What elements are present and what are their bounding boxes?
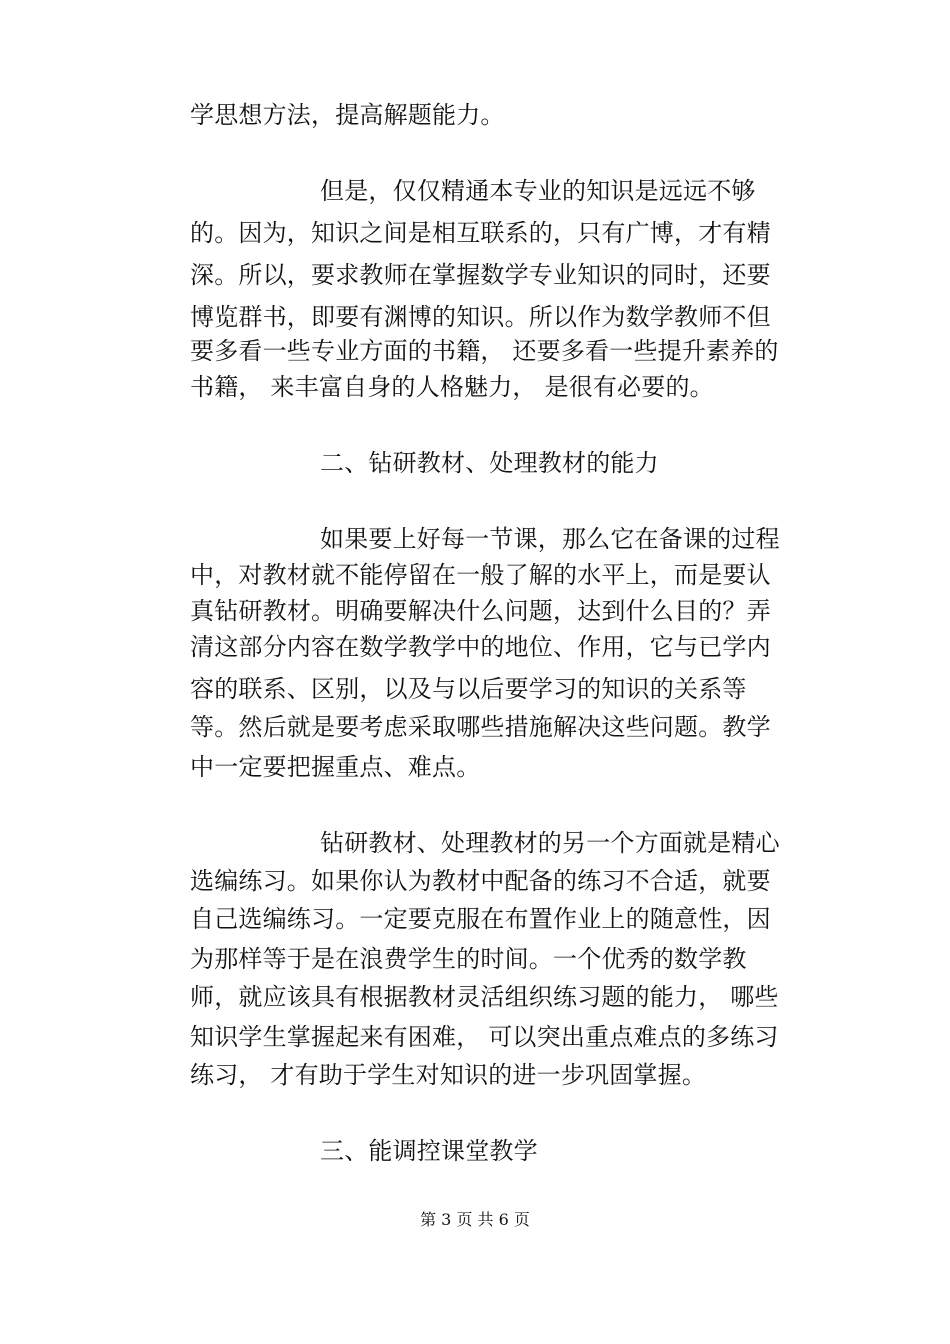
text-line: 真钻研教材。明确要解决什么问题，达到什么目的？弄	[190, 597, 771, 625]
paragraph-first-line: 但是，仅仅精通本专业的知识是远远不够	[320, 177, 756, 205]
text-line: 为那样等于是在浪费学生的时间。一个优秀的数学教	[190, 945, 747, 973]
text-line: 博览群书，即要有渊博的知识。所以作为数学教师不但	[190, 303, 771, 331]
text-line: 容的联系、区别，以及与以后要学习的知识的关系等	[190, 675, 747, 703]
text-line: 练习， 才有助于学生对知识的进一步巩固掌握。	[190, 1061, 707, 1089]
text-line: 的。因为，知识之间是相互联系的，只有广博，才有精	[190, 219, 771, 247]
section-heading: 二、钻研教材、处理教材的能力	[320, 449, 659, 477]
text-line: 知识学生掌握起来有困难， 可以突出重点难点的多练习	[190, 1023, 779, 1051]
text-line: 师，就应该具有根据教材灵活组织练习题的能力， 哪些	[190, 983, 779, 1011]
text-line: 等。然后就是要考虑采取哪些措施解决这些问题。教学	[190, 713, 771, 741]
text-line: 学思想方法，提高解题能力。	[190, 101, 505, 129]
paragraph-first-line: 钻研教材、处理教材的另一个方面就是精心	[320, 829, 780, 857]
paragraph-first-line: 如果要上好每一节课，那么它在备课的过程	[320, 525, 780, 553]
text-line: 中一定要把握重点、难点。	[190, 753, 481, 781]
text-line: 深。所以，要求教师在掌握数学专业知识的同时，还要	[190, 261, 771, 289]
text-line: 中，对教材就不能停留在一般了解的水平上，而是要认	[190, 561, 771, 589]
text-line: 选编练习。如果你认为教材中配备的练习不合适，就要	[190, 867, 771, 895]
text-line: 要多看一些专业方面的书籍， 还要多看一些提升素养的	[190, 337, 779, 365]
text-line: 清这部分内容在数学教学中的地位、作用，它与已学内	[190, 633, 771, 661]
page-number-footer: 第 3 页 共 6 页	[420, 1210, 530, 1229]
section-heading: 三、能调控课堂教学	[320, 1137, 538, 1165]
text-line: 书籍， 来丰富自身的人格魅力， 是很有必要的。	[190, 373, 714, 401]
text-line: 自己选编练习。一定要克服在布置作业上的随意性，因	[190, 905, 771, 933]
